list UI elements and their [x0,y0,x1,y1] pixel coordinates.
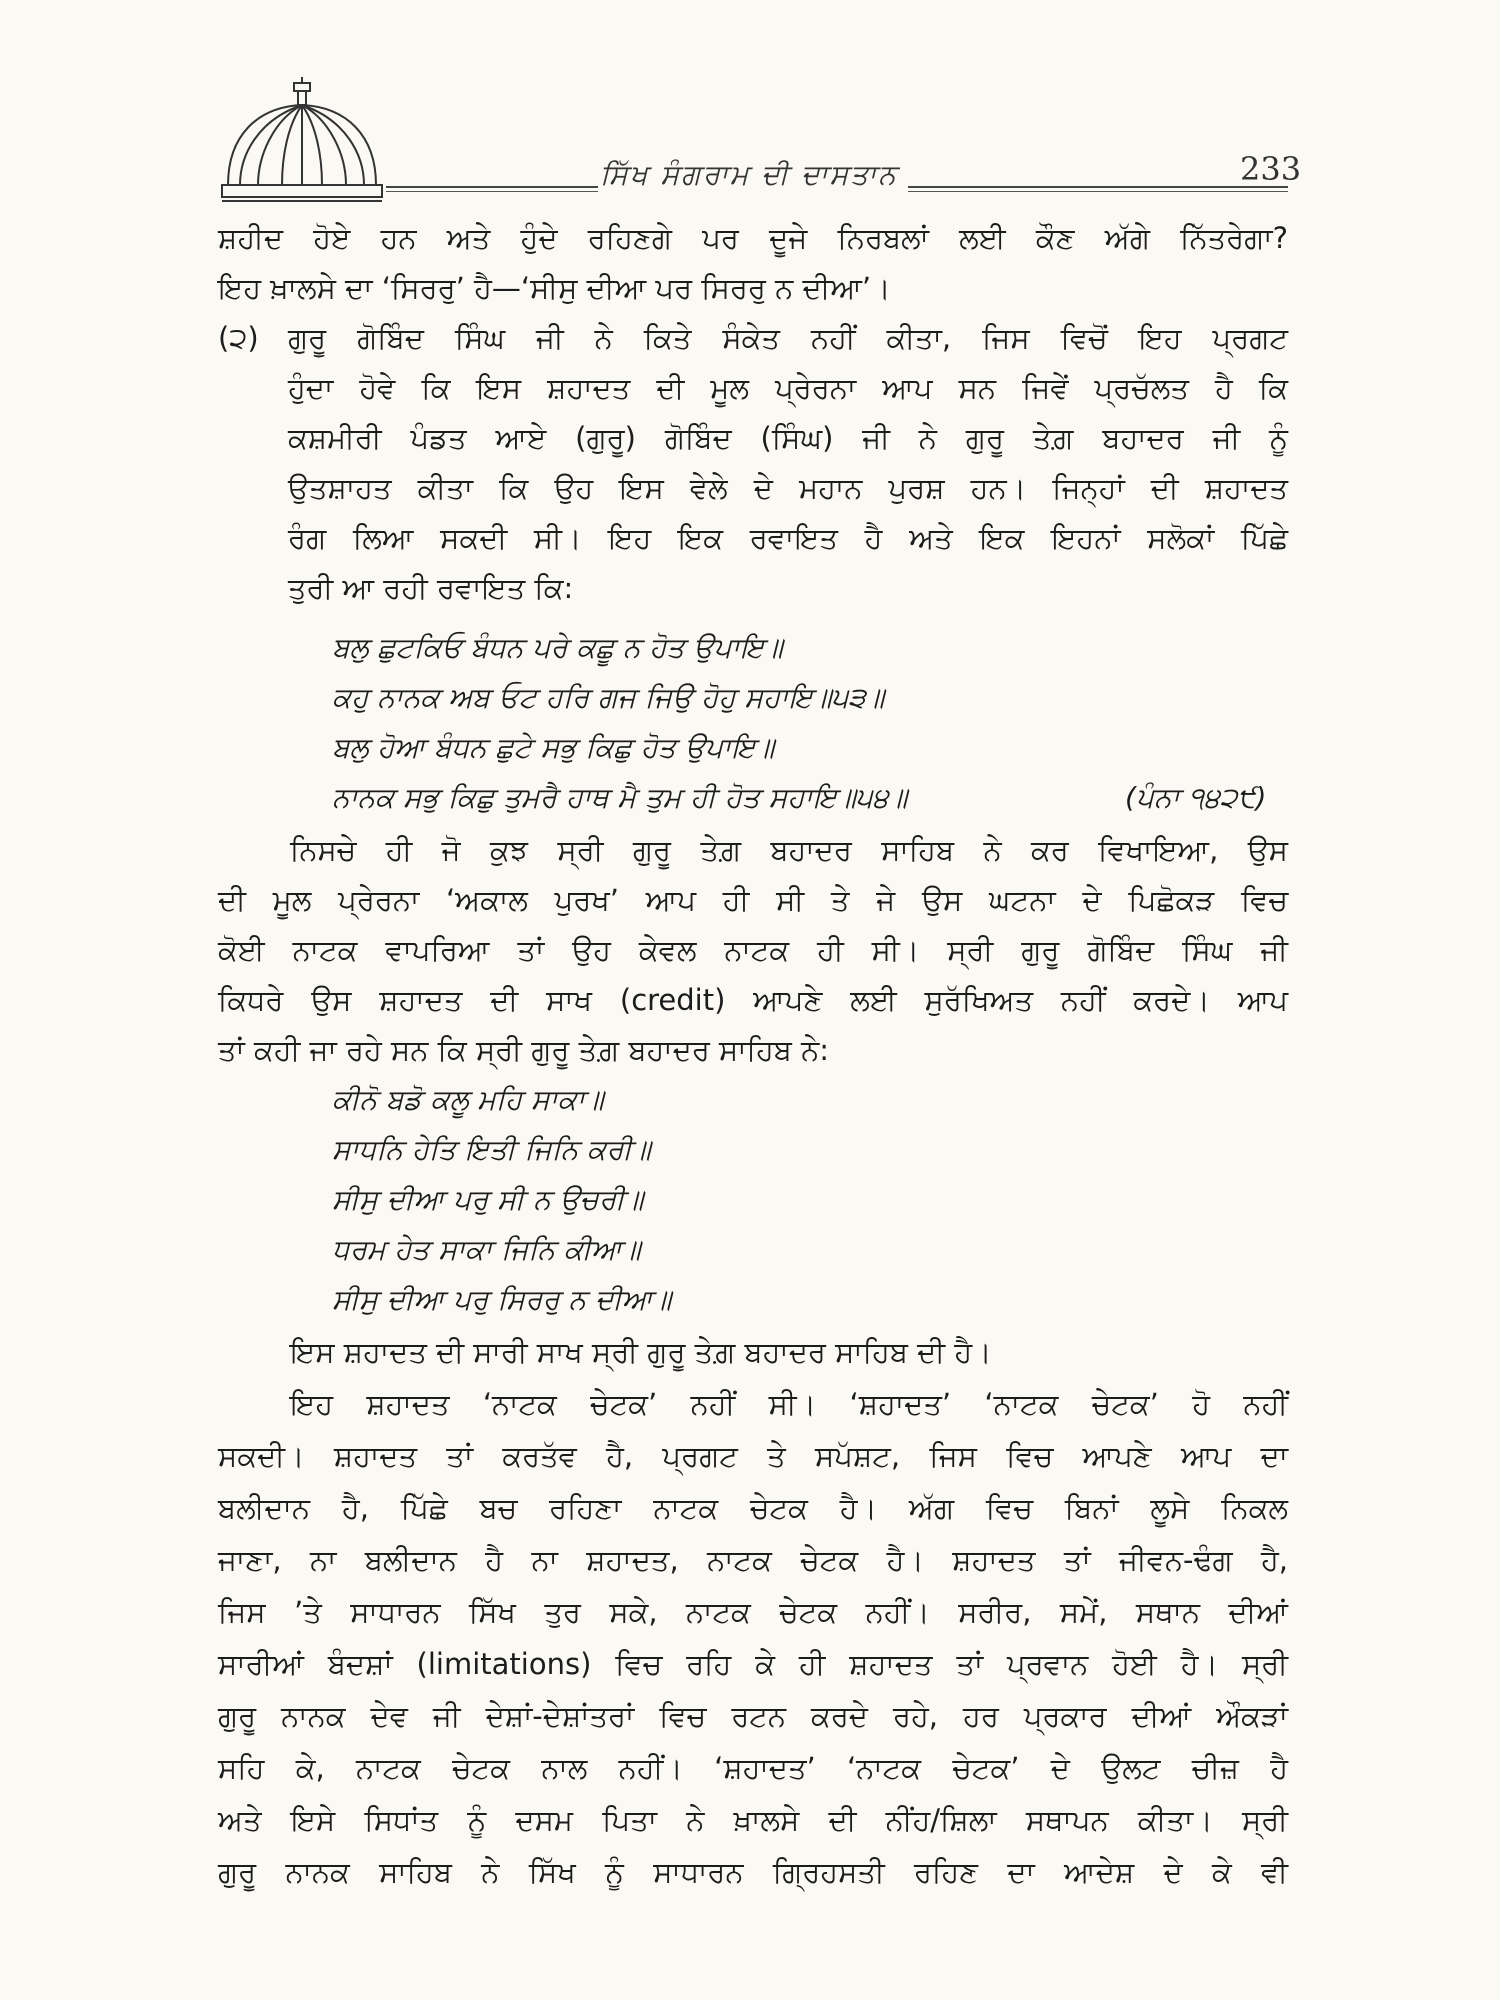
verse-reference: (ਪੰਨਾ ੧੪੨੯) [1125,781,1267,814]
header-rule-right [908,186,1288,188]
text-line: ਜਾਣਾ, ਨਾ ਬਲੀਦਾਨ ਹੈ ਨਾ ਸ਼ਹਾਦਤ, ਨਾਟਕ ਚੇਟਕ ਹੈ। ਸ਼ਹਾਦਤ ਤਾਂ ਜੀਵਨ-ਢੰਗ ਹੈ, [218,1543,1288,1577]
text-line: ਸਾਰੀਆਂ ਬੰਦਸ਼ਾਂ (limitations) ਵਿਚ ਰਹਿ ਕੇ ਹੀ ਸ਼ਹਾਦਤ ਤਾਂ ਪ੍ਰਵਾਨ ਹੋਈ ਹੈ। ਸ੍ਰੀ [218,1647,1288,1681]
text-line: ਤੁਰੀ ਆ ਰਹੀ ਰਵਾਇਤ ਕਿ: [288,571,574,605]
dome-ornament-icon [218,75,386,205]
text-line: ਜਿਸ ’ਤੇ ਸਾਧਾਰਨ ਸਿੱਖ ਤੁਰ ਸਕੇ, ਨਾਟਕ ਚੇਟਕ ਨਹੀਂ। ਸਰੀਰ, ਸਮੇਂ, ਸਥਾਨ ਦੀਆਂ [218,1595,1288,1629]
header-rule-right-thin [908,191,1288,192]
text-line: ਕੋਈ ਨਾਟਕ ਵਾਪਰਿਆ ਤਾਂ ਉਹ ਕੇਵਲ ਨਾਟਕ ਹੀ ਸੀ। ਸ੍ਰੀ ਗੁਰੂ ਗੋਬਿੰਦ ਸਿੰਘ ਜੀ [218,933,1288,967]
verse-line: ਬਲੁ ਛੁਟਕਿਓ ਬੰਧਨ ਪਰੇ ਕਛੂ ਨ ਹੋਤ ਉਪਾਇ॥ [332,631,783,664]
verse-line: ਕਹੁ ਨਾਨਕ ਅਬ ਓਟ ਹਰਿ ਗਜ ਜਿਉ ਹੋਹੁ ਸਹਾਇ॥੫੩॥ [332,681,885,714]
text-line: ਉਤਸ਼ਾਹਤ ਕੀਤਾ ਕਿ ਉਹ ਇਸ ਵੇਲੇ ਦੇ ਮਹਾਨ ਪੁਰਸ਼ ਹਨ। ਜਿਨ੍ਹਾਂ ਦੀ ਸ਼ਹਾਦਤ [288,471,1288,505]
header-rule-left-thin [386,191,598,192]
text-line: ਸ਼ਹੀਦ ਹੋਏ ਹਨ ਅਤੇ ਹੁੰਦੇ ਰਹਿਣਗੇ ਪਰ ਦੂਜੇ ਨਿਰਬਲਾਂ ਲਈ ਕੌਣ ਅੱਗੇ ਨਿੱਤਰੇਗਾ? [218,221,1288,255]
verse-line: ਬਲੁ ਹੋਆ ਬੰਧਨ ਛੁਟੇ ਸਭੁ ਕਿਛੁ ਹੋਤ ਉਪਾਇ॥ [332,731,775,764]
text-line: ਸਹਿ ਕੇ, ਨਾਟਕ ਚੇਟਕ ਨਾਲ ਨਹੀਂ। ‘ਸ਼ਹਾਦਤ’ ‘ਨਾਟਕ ਚੇਟਕ’ ਦੇ ਉਲਟ ਚੀਜ਼ ਹੈ [218,1751,1288,1785]
text-line: ਬਲੀਦਾਨ ਹੈ, ਪਿੱਛੇ ਬਚ ਰਹਿਣਾ ਨਾਟਕ ਚੇਟਕ ਹੈ। ਅੱਗ ਵਿਚ ਬਿਨਾਂ ਲੂਸੇ ਨਿਕਲ [218,1491,1288,1525]
text-line: ਤਾਂ ਕਹੀ ਜਾ ਰਹੇ ਸਨ ਕਿ ਸ੍ਰੀ ਗੁਰੂ ਤੇਗ਼ ਬਹਾਦਰ ਸਾਹਿਬ ਨੇ: [218,1033,830,1067]
text-line: ਕਸ਼ਮੀਰੀ ਪੰਡਤ ਆਏ (ਗੁਰੂ) ਗੋਬਿੰਦ (ਸਿੰਘ) ਜੀ ਨੇ ਗੁਰੂ ਤੇਗ਼ ਬਹਾਦਰ ਜੀ ਨੂੰ [288,421,1288,455]
page-number: 233 [1240,150,1302,188]
header-rule-left [386,186,598,188]
text-line: ਕਿਧਰੇ ਉਸ ਸ਼ਹਾਦਤ ਦੀ ਸਾਖ (credit) ਆਪਣੇ ਲਈ ਸੁਰੱਖਿਅਤ ਨਹੀਂ ਕਰਦੇ। ਆਪ [218,983,1288,1017]
text-line: ਇਹ ਸ਼ਹਾਦਤ ‘ਨਾਟਕ ਚੇਟਕ’ ਨਹੀਂ ਸੀ। ‘ਸ਼ਹਾਦਤ’ ‘ਨਾਟਕ ਚੇਟਕ’ ਹੋ ਨਹੀਂ [290,1387,1288,1421]
text-line: ਇਹ ਖ਼ਾਲਸੇ ਦਾ ‘ਸਿਰਰੁ’ ਹੈ—‘ਸੀਸੁ ਦੀਆ ਪਰ ਸਿਰਰੁ ਨ ਦੀਆ’। [218,271,891,305]
point-number: (੨) [218,321,259,355]
verse-line: ਸੀਸੁ ਦੀਆ ਪਰੁ ਸੀ ਨ ਉਚਰੀ॥ [332,1183,644,1216]
verse-line: ਕੀਨੋ ਬਡੋ ਕਲੂ ਮਹਿ ਸਾਕਾ॥ [332,1083,604,1116]
text-line: ਦੀ ਮੂਲ ਪ੍ਰੇਰਨਾ ‘ਅਕਾਲ ਪੁਰਖ’ ਆਪ ਹੀ ਸੀ ਤੇ ਜੇ ਉਸ ਘਟਨਾ ਦੇ ਪਿਛੋਕੜ ਵਿਚ [218,883,1288,917]
verse-line: ਸਾਧਨਿ ਹੇਤਿ ਇਤੀ ਜਿਨਿ ਕਰੀ॥ [332,1133,651,1166]
text-line: ਗੁਰੂ ਗੋਬਿੰਦ ਸਿੰਘ ਜੀ ਨੇ ਕਿਤੇ ਸੰਕੇਤ ਨਹੀਂ ਕੀਤਾ, ਜਿਸ ਵਿਚੋਂ ਇਹ ਪ੍ਰਗਟ [288,321,1288,355]
text-line: ਨਿਸਚੇ ਹੀ ਜੋ ਕੁਝ ਸ੍ਰੀ ਗੁਰੂ ਤੇਗ਼ ਬਹਾਦਰ ਸਾਹਿਬ ਨੇ ਕਰ ਵਿਖਾਇਆ, ਉਸ [290,833,1288,867]
text-line: ਰੰਗ ਲਿਆ ਸਕਦੀ ਸੀ। ਇਹ ਇਕ ਰਵਾਇਤ ਹੈ ਅਤੇ ਇਕ ਇਹਨਾਂ ਸਲੋਕਾਂ ਪਿੱਛੇ [288,521,1288,555]
text-line: ਗੁਰੂ ਨਾਨਕ ਦੇਵ ਜੀ ਦੇਸ਼ਾਂ-ਦੇਸ਼ਾਂਤਰਾਂ ਵਿਚ ਰਟਨ ਕਰਦੇ ਰਹੇ, ਹਰ ਪ੍ਰਕਾਰ ਦੀਆਂ ਔਕੜਾਂ [218,1699,1288,1733]
verse-line: ਸੀਸੁ ਦੀਆ ਪਰੁ ਸਿਰਰੁ ਨ ਦੀਆ॥ [332,1283,672,1316]
text-line: ਸਕਦੀ। ਸ਼ਹਾਦਤ ਤਾਂ ਕਰਤੱਵ ਹੈ, ਪ੍ਰਗਟ ਤੇ ਸਪੱਸ਼ਟ, ਜਿਸ ਵਿਚ ਆਪਣੇ ਆਪ ਦਾ [218,1439,1288,1473]
text-line: ਹੁੰਦਾ ਹੋਵੇ ਕਿ ਇਸ ਸ਼ਹਾਦਤ ਦੀ ਮੂਲ ਪ੍ਰੇਰਨਾ ਆਪ ਸਨ ਜਿਵੇਂ ਪ੍ਰਚੱਲਤ ਹੈ ਕਿ [288,371,1288,405]
text-line: ਗੁਰੂ ਨਾਨਕ ਸਾਹਿਬ ਨੇ ਸਿੱਖ ਨੂੰ ਸਾਧਾਰਨ ਗ੍ਰਿਹਸਤੀ ਰਹਿਣ ਦਾ ਆਦੇਸ਼ ਦੇ ਕੇ ਵੀ [218,1855,1288,1889]
text-line: ਅਤੇ ਇਸੇ ਸਿਧਾਂਤ ਨੂੰ ਦਸਮ ਪਿਤਾ ਨੇ ਖ਼ਾਲਸੇ ਦੀ ਨੀਂਹ/ਸ਼ਿਲਾ ਸਥਾਪਨ ਕੀਤਾ। ਸ੍ਰੀ [218,1803,1288,1837]
text-line: ਇਸ ਸ਼ਹਾਦਤ ਦੀ ਸਾਰੀ ਸਾਖ ਸ੍ਰੀ ਗੁਰੂ ਤੇਗ਼ ਬਹਾਦਰ ਸਾਹਿਬ ਦੀ ਹੈ। [290,1335,992,1369]
verse-line: ਧਰਮ ਹੇਤ ਸਾਕਾ ਜਿਨਿ ਕੀਆ॥ [332,1233,641,1266]
running-header-title: ਸਿੱਖ ਸੰਗਰਾਮ ਦੀ ਦਾਸਤਾਨ [600,158,898,191]
verse-line: ਨਾਨਕ ਸਭੁ ਕਿਛੁ ਤੁਮਰੈ ਹਾਥ ਮੈ ਤੁਮ ਹੀ ਹੋਤ ਸਹਾਇ॥੫੪॥ [332,781,908,814]
